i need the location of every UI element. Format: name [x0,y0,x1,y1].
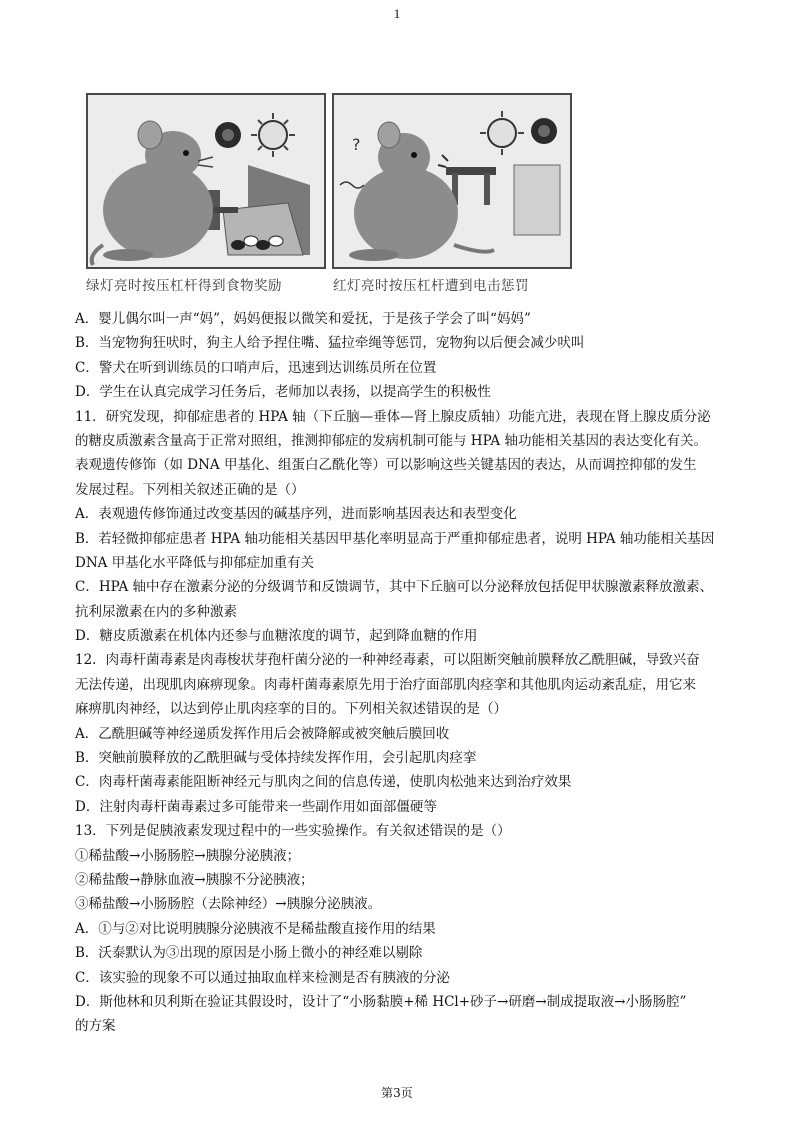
text-line: 的方案 [75,1018,116,1035]
text-line: 发展过程。下列相关叙述正确的是（） [75,481,305,498]
text-line: A．①与②对比说明胰腺分泌胰液不是稀盐酸直接作用的结果 [75,920,436,937]
text-line: 表观遗传修饰（如 DNA 甲基化、组蛋白乙酰化等）可以影响这些关键基因的表达，从而调控抑郁的发生 [75,457,697,474]
text-line: 12．肉毒杆菌毒素是肉毒梭状芽孢杆菌分泌的一种神经毒素，可以阻断突触前膜释放乙酰胆碱，导致兴奋 [75,652,700,669]
text-line: 11．研究发现，抑郁症患者的 HPA 轴（下丘脑—垂体—肾上腺皮质轴）功能亢进，表现在肾上腺皮质分泌 [75,408,711,425]
reward-panel-image [86,93,326,269]
text-line: C．警犬在听到训练员的口哨声后，迅速到达训练员所在位置 [75,359,437,376]
text-line: 的糖皮质激素含量高于正常对照组，推测抑郁症的发病机制可能与 HPA 轴功能相关基因的表达变化有关。 [75,432,707,449]
text-line: C．HPA 轴中存在激素分泌的分级调节和反馈调节，其中下丘脑可以分泌释放包括促甲状腺激素释放激素、 [75,579,713,596]
text-line: C．该实验的现象不可以通过抽取血样来检测是否有胰液的分泌 [75,969,450,986]
text-line: D．注射肉毒杆菌毒素过多可能带来一些副作用如面部僵硬等 [75,798,437,815]
text-line: ②稀盐酸→静脉血液→胰腺不分泌胰液； [75,871,314,888]
page-footer: 第3页 [381,1086,413,1100]
text-line: ①稀盐酸→小肠肠腔→胰腺分泌胰液； [75,847,301,864]
text-line: DNA 甲基化水平降低与抑郁症加重有关 [75,554,315,571]
text-line: D．学生在认真完成学习任务后，老师加以表扬，以提高学生的积极性 [75,384,491,401]
text-line: ③稀盐酸→小肠肠腔（去除神经）→胰腺分泌胰液。 [75,896,382,913]
svg-text:?: ? [352,135,361,154]
text-line: B．若轻微抑郁症患者 HPA 轴功能相关基因甲基化率明显高于严重抑郁症患者，说明 HPA 轴功能相关基因 [75,530,715,547]
text-line: C．肉毒杆菌毒素能阻断神经元与肌肉之间的信息传递，使肌肉松弛来达到治疗效果 [75,774,572,791]
text-line: D．糖皮质激素在机体内还参与血糖浓度的调节，起到降血糖的作用 [75,628,478,645]
text-line: 无法传递，出现肌肉麻痹现象。肉毒杆菌毒素原先用于治疗面部肌肉痉挛和其他肌肉运动紊乱症，用它来 [75,676,696,693]
text-line: D．斯他林和贝利斯在验证其假设时，设计了“小肠黏膜+稀 HCl+砂子→研磨→制成提取液→小肠肠腔” [75,993,687,1010]
rat-experiment-figure [86,93,570,299]
text-line: 麻痹肌肉神经，以达到停止肌肉痉挛的目的。下列相关叙述错误的是（） [75,701,507,718]
text-line: B．沃泰默认为③出现的原因是小肠上微小的神经难以剔除 [75,945,423,962]
text-line: B．当宠物狗狂吠时，狗主人给予捏住嘴、猛拉牵绳等惩罚，宠物狗以后便会减少吠叫 [75,335,585,352]
question-text [75,307,735,1039]
text-line: A．乙酰胆碱等神经递质发挥作用后会被降解或被突触后膜回收 [75,725,450,742]
text-line: B．突触前膜释放的乙酰胆碱与受体持续发挥作用，会引起肌肉痉挛 [75,750,477,767]
text-line: A．婴儿偶尔叫一声“妈”，妈妈便报以微笑和爱抚，于是孩子学会了叫“妈妈” [75,311,531,327]
figure-caption-left: 绿灯亮时按压杠杆得到食物奖励 [86,278,282,294]
text-line: 抗利尿激素在内的多种激素 [75,603,237,620]
text-line: 13．下列是促胰液素发现过程中的一些实验操作。有关叙述错误的是（） [75,823,511,840]
text-line: A．表观遗传修饰通过改变基因的碱基序列，进而影响基因表达和表型变化 [75,506,517,523]
page-number: 1 [393,6,401,21]
figure-caption-right: 红灯亮时按压杠杆遭到电击惩罚 [333,278,529,294]
punishment-panel-image [332,93,572,269]
